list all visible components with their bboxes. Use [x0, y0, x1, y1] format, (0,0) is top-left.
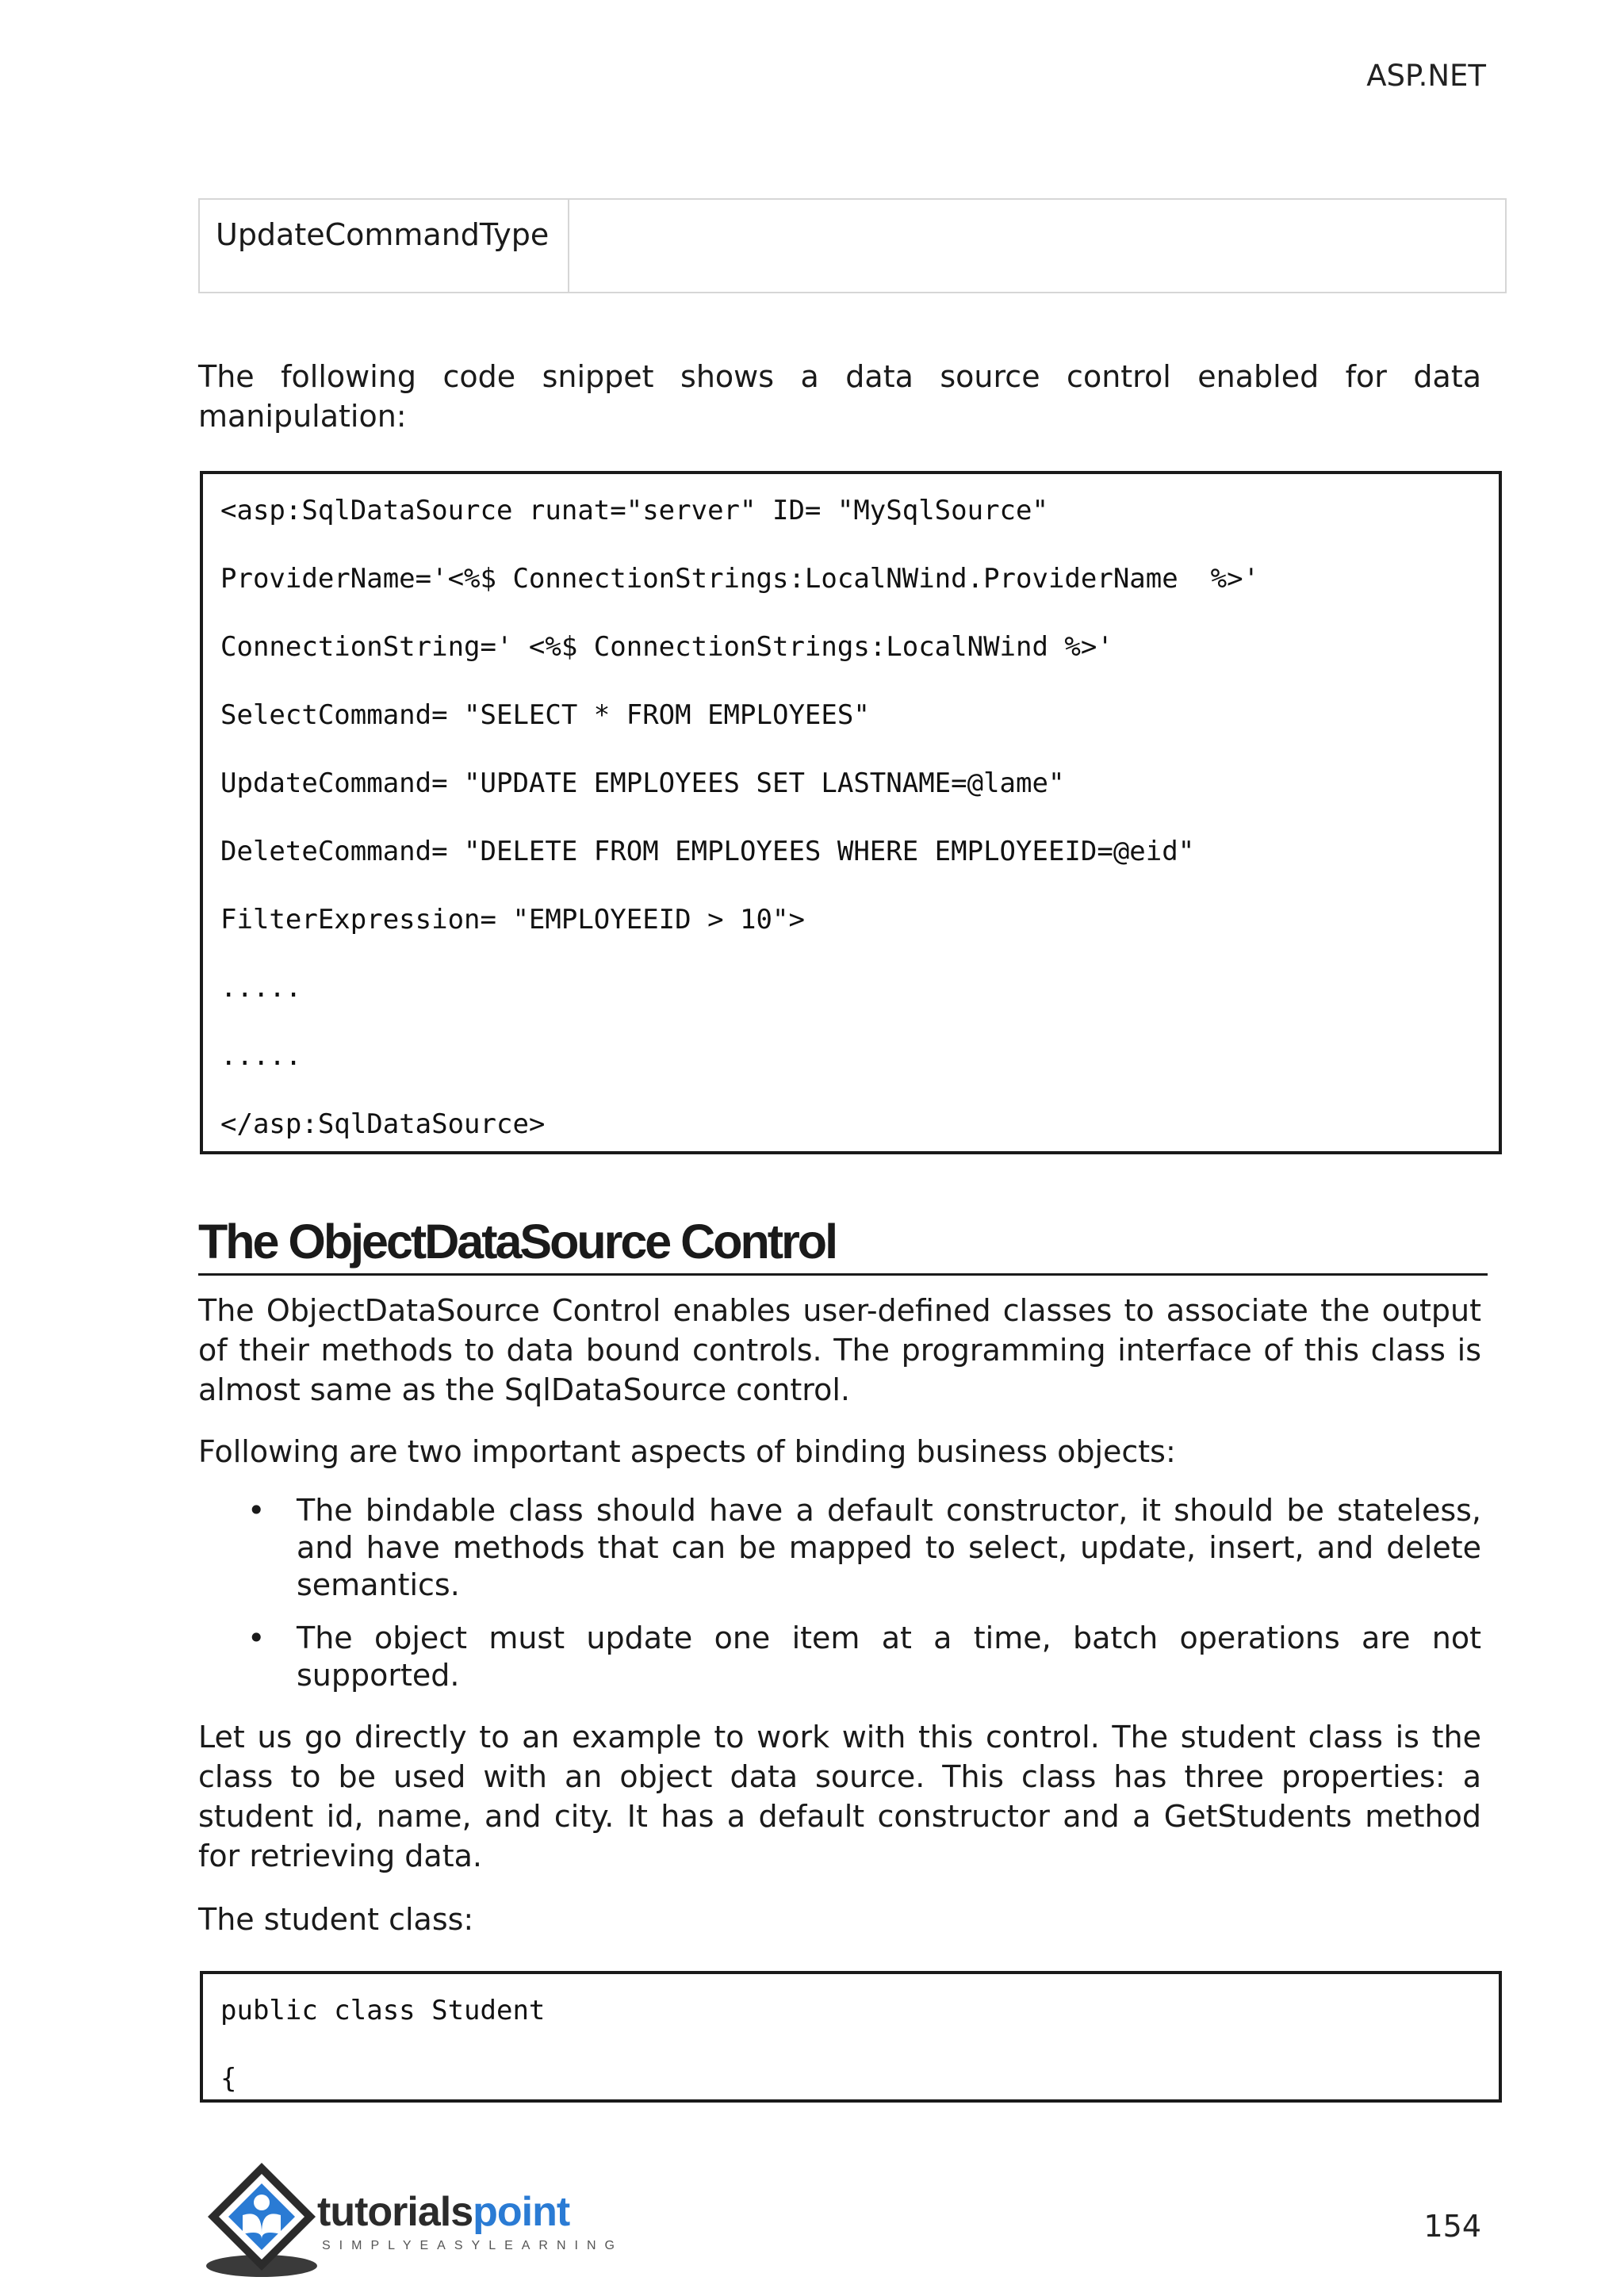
code-block-student-class [200, 1971, 1502, 2103]
paragraph-aspects-intro: Following are two important aspects of binding business objects: [198, 1434, 1176, 1469]
code-line: </asp:SqlDataSource> [220, 1108, 546, 1140]
list-item-text: The bindable class should have a default constructor, it should be stateless, and have methods that can be mapped to select, update, insert, and delete semantics. [297, 1493, 1481, 1602]
code-line: DeleteCommand= "DELETE FROM EMPLOYEES WHERE EMPLOYEEID=@eid" [220, 836, 1195, 867]
logo-tagline: SIMPLYEASYLEARNING [322, 2239, 623, 2252]
list-item [198, 1620, 1481, 1694]
logo-emblem-icon [198, 2156, 325, 2283]
logo-wordmark: tutorialspoint [317, 2189, 570, 2235]
running-header: ASP.NET [1366, 59, 1486, 93]
code-block-sqldatasource [200, 471, 1502, 1154]
bullet-icon: • [247, 1493, 266, 1528]
code-line: SelectCommand= "SELECT * FROM EMPLOYEES" [220, 699, 870, 731]
code-line: ProviderName='<%$ ConnectionStrings:LocalNWind.ProviderName %>' [220, 563, 1260, 595]
tutorialspoint-logo [198, 2156, 626, 2283]
section-heading: The ObjectDataSource Control [198, 1211, 1488, 1276]
paragraph-student-class-label: The student class: [198, 1902, 474, 1937]
intro-paragraph: The following code snippet shows a data source control enabled for data manipulation: [198, 359, 1481, 434]
code-line: { [220, 2063, 237, 2095]
code-line: FilterExpression= "EMPLOYEEID > 10"> [220, 904, 805, 936]
code-line: ConnectionString=' <%$ ConnectionStrings:LocalNWind %>' [220, 631, 1113, 663]
bullet-icon: • [247, 1621, 266, 1655]
list-item-text: The object must update one item at a time, batch operations are not supported. [297, 1621, 1481, 1693]
code-line: ..... [220, 1040, 302, 1072]
list-item [198, 1492, 1481, 1604]
code-line: <asp:SqlDataSource runat="server" ID= "MySqlSource" [220, 495, 1048, 526]
property-name-cell: UpdateCommandType [200, 200, 569, 292]
property-description-cell [569, 200, 1505, 292]
paragraph-example-intro: Let us go directly to an example to work with this control. The student class is the class to be used with an object data source. This class has three properties: a student id, name, and city. It has a default constructor and a GetStudents method for retrieving data. [198, 1720, 1481, 1873]
code-line: UpdateCommand= "UPDATE EMPLOYEES SET LASTNAME=@lame" [220, 767, 1065, 799]
aspects-bullet-list [198, 1492, 1481, 1710]
page-number: 154 [1423, 2209, 1481, 2244]
code-line: public class Student [220, 1995, 546, 2026]
property-table-row [198, 198, 1507, 293]
code-line: ..... [220, 972, 302, 1004]
paragraph-objectdatasource-intro: The ObjectDataSource Control enables user-defined classes to associate the output of their methods to data bound controls. The programming interface of this class is almost same as the SqlDataSource control. [198, 1293, 1481, 1407]
